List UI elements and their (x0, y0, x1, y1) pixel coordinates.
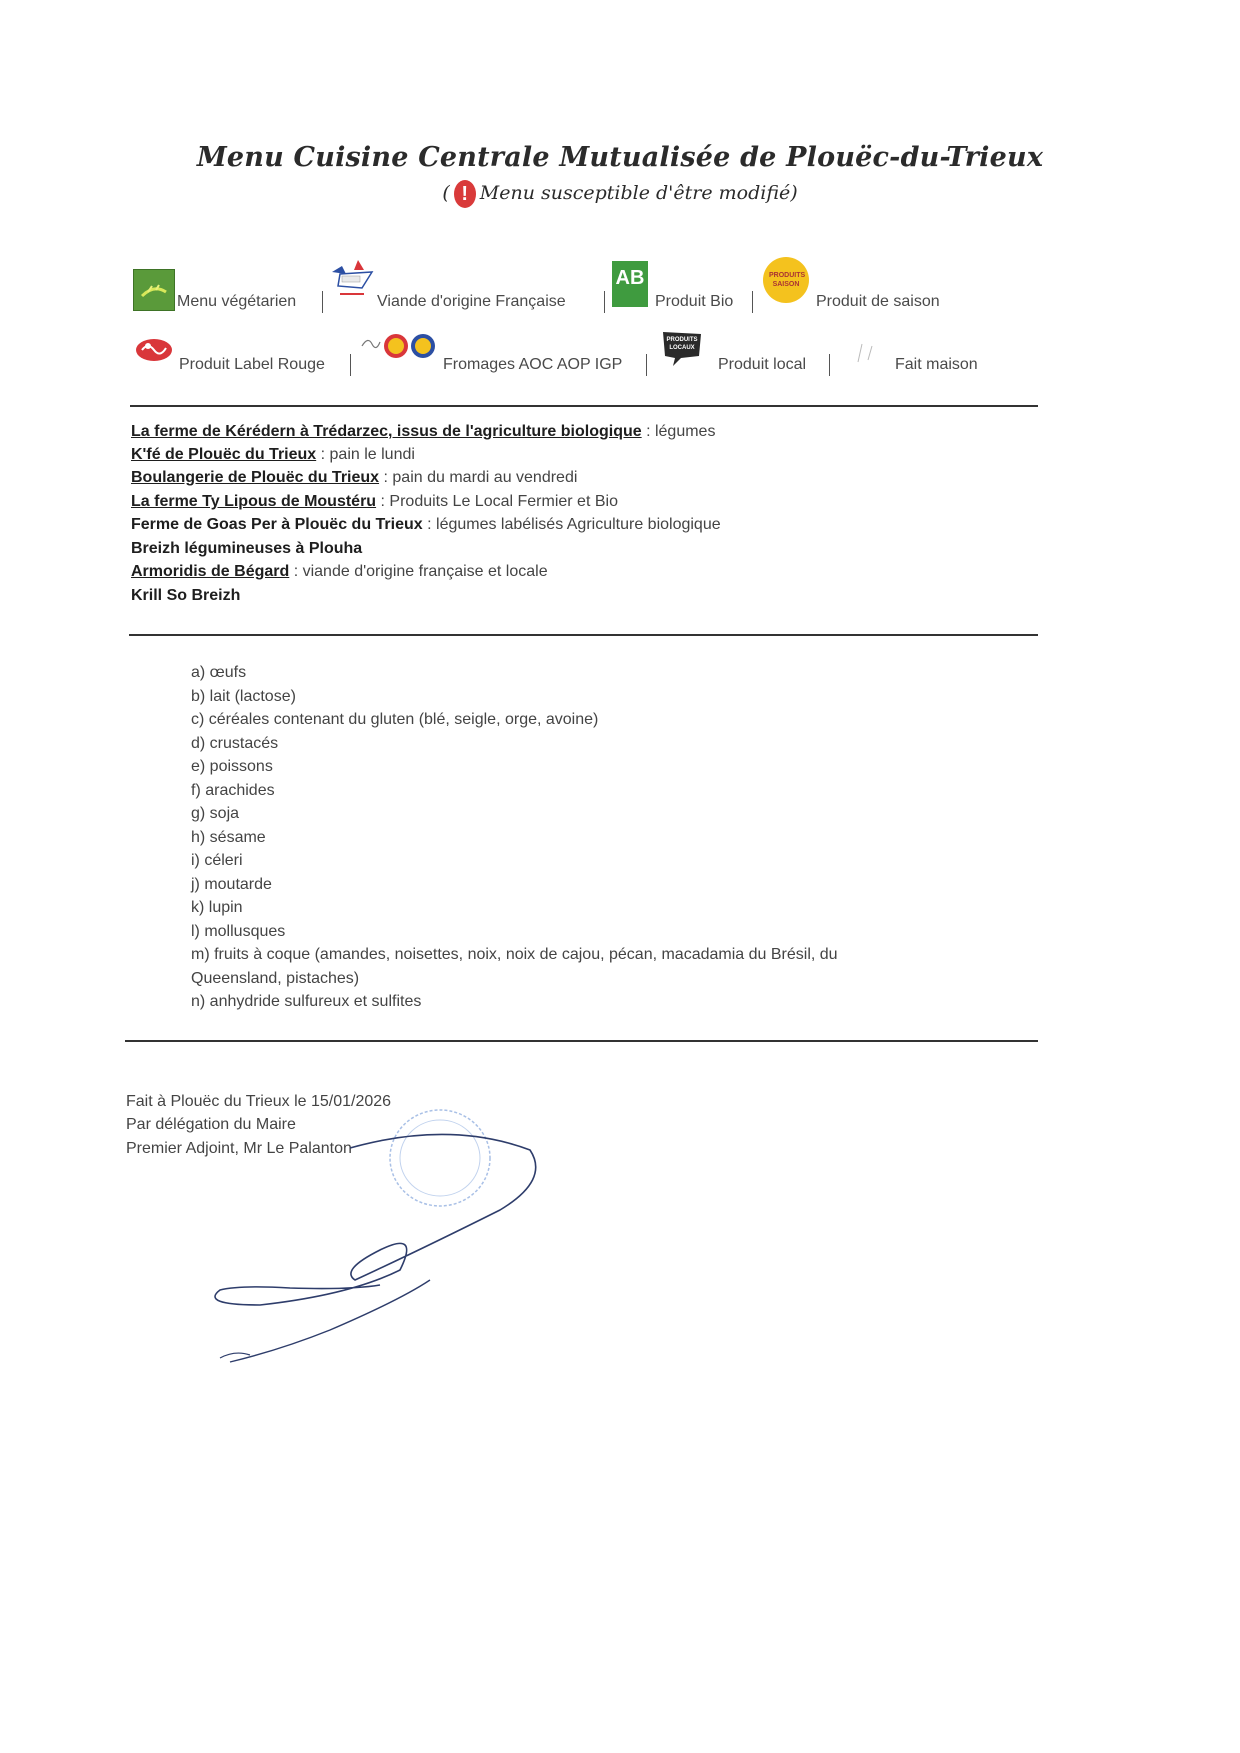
supplier-desc: : viande d'origine française et locale (289, 563, 548, 580)
supplier-desc: : Produits Le Local Fermier et Bio (376, 493, 618, 510)
legend-separator (646, 354, 647, 376)
supplier-name: Armoridis de Bégard (131, 563, 290, 580)
allergen-item: i) céleri (191, 852, 243, 869)
legend-label-label-rouge: Produit Label Rouge (179, 356, 325, 373)
footer-delegation: Par délégation du Maire (126, 1116, 296, 1133)
legend-label-aoc: Fromages AOC AOP IGP (443, 356, 623, 373)
allergen-item: f) arachides (191, 782, 275, 799)
ab-bio-icon (612, 261, 648, 307)
supplier-name: Boulangerie de Plouëc du Trieux (131, 469, 380, 486)
allergen-item: n) anhydride sulfureux et sulfites (191, 993, 422, 1010)
allergen-item: d) crustacés (191, 735, 279, 752)
page-subtitle (0, 180, 1240, 208)
subtitle-text: Menu susceptible d'être modifié) (479, 182, 798, 204)
allergen-item: m) fruits à coque (amandes, noisettes, noix, noix de cajou, pécan, macadamia du Brésil, du (191, 946, 838, 963)
legend-label-local: Produit local (718, 356, 807, 373)
supplier-desc: : pain du mardi au vendredi (379, 469, 578, 486)
legend-separator (829, 354, 830, 376)
footer-signatory: Premier Adjoint, Mr Le Palanton (126, 1140, 352, 1157)
allergen-item: l) mollusques (191, 923, 286, 940)
divider (129, 634, 1038, 636)
legend-label-vegetarian: Menu végétarien (177, 293, 297, 310)
supplier-name: La ferme Ty Lipous de Moustéru (131, 493, 377, 510)
legend-label-french-meat: Viande d'origine Française (377, 293, 566, 310)
allergen-item: h) sésame (191, 829, 266, 846)
supplier-line (131, 469, 577, 487)
local-product-icon (657, 328, 707, 368)
french-meat-icon (328, 258, 376, 306)
allergen-item: a) œufs (191, 664, 247, 681)
divider (125, 1040, 1038, 1042)
supplier-line (131, 423, 715, 441)
supplier-name: Ferme de Goas Per à Plouëc du Trieux (131, 516, 423, 533)
legend-separator (604, 291, 605, 313)
page-title: Menu Cuisine Centrale Mutualisée de Plouëc-du-Trieux (196, 142, 1044, 173)
legend-label-season: Produit de saison (816, 293, 940, 310)
supplier-desc: : légumes (641, 423, 716, 440)
supplier-line (131, 446, 415, 464)
supplier-line (131, 540, 362, 558)
aoc-aop-igp-icon (360, 330, 440, 364)
supplier-line (131, 493, 618, 511)
allergen-item: g) soja (191, 805, 240, 822)
supplier-line (131, 587, 240, 605)
supplier-name: Krill So Breizh (131, 587, 241, 604)
legend-separator (322, 291, 323, 313)
subtitle-open-paren: ( (442, 182, 450, 204)
supplier-name: Breizh légumineuses à Plouha (131, 540, 363, 557)
vegetarian-icon (133, 269, 175, 311)
supplier-desc: : légumes labélisés Agriculture biologique (422, 516, 721, 533)
local-badge-text: PRODUITS LOCAUX (666, 337, 698, 351)
legend-label-homemade: Fait maison (895, 356, 978, 373)
supplier-desc: : pain le lundi (316, 446, 415, 463)
supplier-line (131, 563, 548, 581)
legend-separator (350, 354, 351, 376)
supplier-name: K'fé de Plouëc du Trieux (131, 446, 317, 463)
allergen-item: e) poissons (191, 758, 273, 775)
allergen-item: k) lupin (191, 899, 243, 916)
supplier-name: La ferme de Kérédern à Trédarzec, issus de l'agriculture biologique (131, 423, 642, 440)
allergen-item: c) céréales contenant du gluten (blé, seigle, orge, avoine) (191, 711, 599, 728)
footer-place-date: Fait à Plouëc du Trieux le 15/01/2026 (126, 1093, 392, 1110)
legend-label-bio: Produit Bio (655, 293, 734, 310)
supplier-line (131, 516, 721, 534)
divider (130, 405, 1038, 407)
allergen-item: b) lait (lactose) (191, 688, 296, 705)
allergen-item: Queensland, pistaches) (191, 970, 360, 987)
ab-badge-text: AB (615, 267, 645, 289)
signature (200, 1100, 560, 1380)
label-rouge-icon (134, 336, 174, 364)
season-badge-text: PRODUITS SAISON (769, 272, 806, 288)
legend-separator (752, 291, 753, 313)
exclamation-icon: ! (454, 180, 476, 208)
season-icon (763, 257, 809, 303)
allergen-item: j) moutarde (191, 876, 272, 893)
homemade-icon (850, 340, 880, 366)
